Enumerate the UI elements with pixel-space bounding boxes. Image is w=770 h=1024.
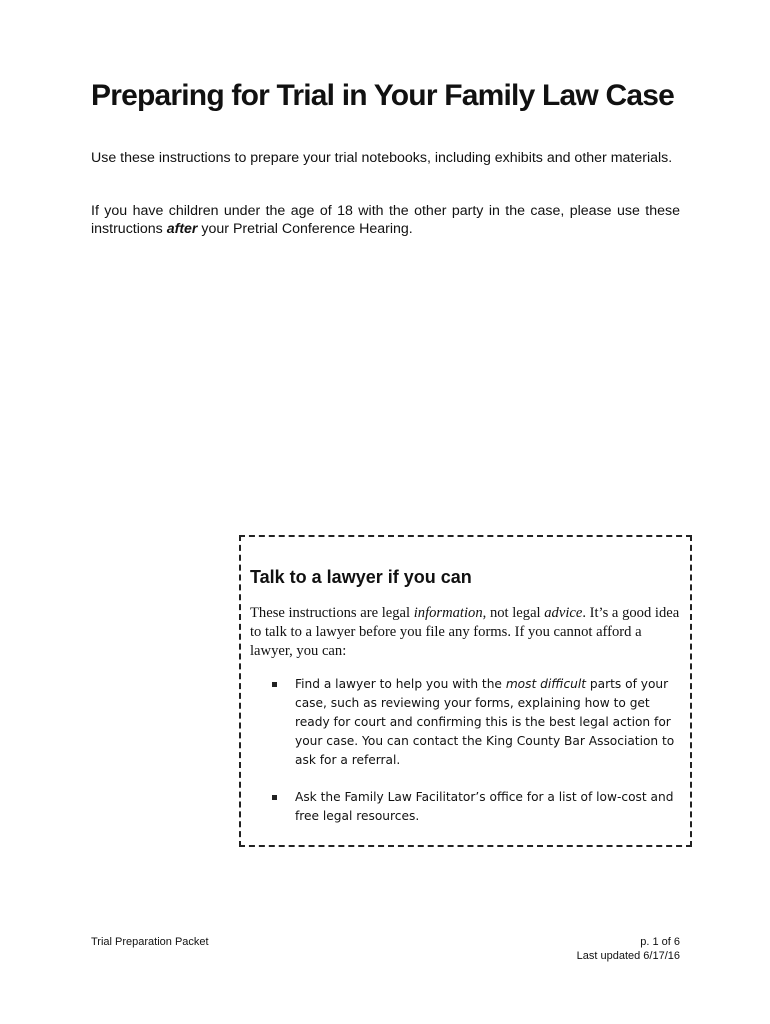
footer-page-info bbox=[577, 935, 680, 963]
callout-title: Talk to a lawyer if you can bbox=[250, 567, 472, 587]
advice-emphasis: advice bbox=[544, 605, 583, 621]
last-updated: Last updated 6/17/16 bbox=[576, 950, 680, 962]
square-bullet-icon bbox=[272, 795, 277, 800]
children-notice-text-end: your Pretrial Conference Hearing. bbox=[197, 221, 413, 237]
callout-body-text: , not legal bbox=[482, 605, 545, 621]
page-number: p. 1 of 6 bbox=[640, 936, 680, 948]
page-title: Preparing for Trial in Your Family Law Case bbox=[91, 79, 675, 112]
list-item-text: Ask the Family Law Facilitator’s office for a list of low-cost and free legal resources. bbox=[295, 790, 674, 823]
lawyer-callout-box bbox=[239, 535, 692, 847]
intro-paragraph: Use these instructions to prepare your trial notebooks, including exhibits and other materials. bbox=[91, 150, 673, 166]
callout-body bbox=[250, 604, 680, 661]
list-item bbox=[267, 788, 687, 826]
information-emphasis: information bbox=[413, 605, 483, 621]
lawyer-options-list bbox=[267, 675, 687, 826]
children-notice-text: If you have children under the age of 18 with the other party in the case, please use these instructions bbox=[91, 203, 680, 237]
footer-document-name: Trial Preparation Packet bbox=[91, 936, 209, 948]
most-difficult-emphasis: most difficult bbox=[505, 677, 587, 691]
callout-body-text: . It’s a good idea to talk to a lawyer before you file any forms. If you cannot afford a lawyer, you can: bbox=[250, 605, 680, 659]
after-emphasis: after bbox=[166, 221, 198, 237]
children-notice-paragraph bbox=[91, 202, 680, 238]
list-item-text: parts of your case, such as reviewing your forms, explaining how to get ready for court and confirming this is the best legal action for your case. You can contact the King County Bar Association to ask for a referral. bbox=[295, 677, 675, 767]
square-bullet-icon bbox=[272, 682, 277, 687]
callout-body-text: These instructions are legal bbox=[250, 605, 414, 621]
list-item bbox=[267, 675, 687, 770]
list-item-text: Find a lawyer to help you with the bbox=[295, 677, 506, 691]
